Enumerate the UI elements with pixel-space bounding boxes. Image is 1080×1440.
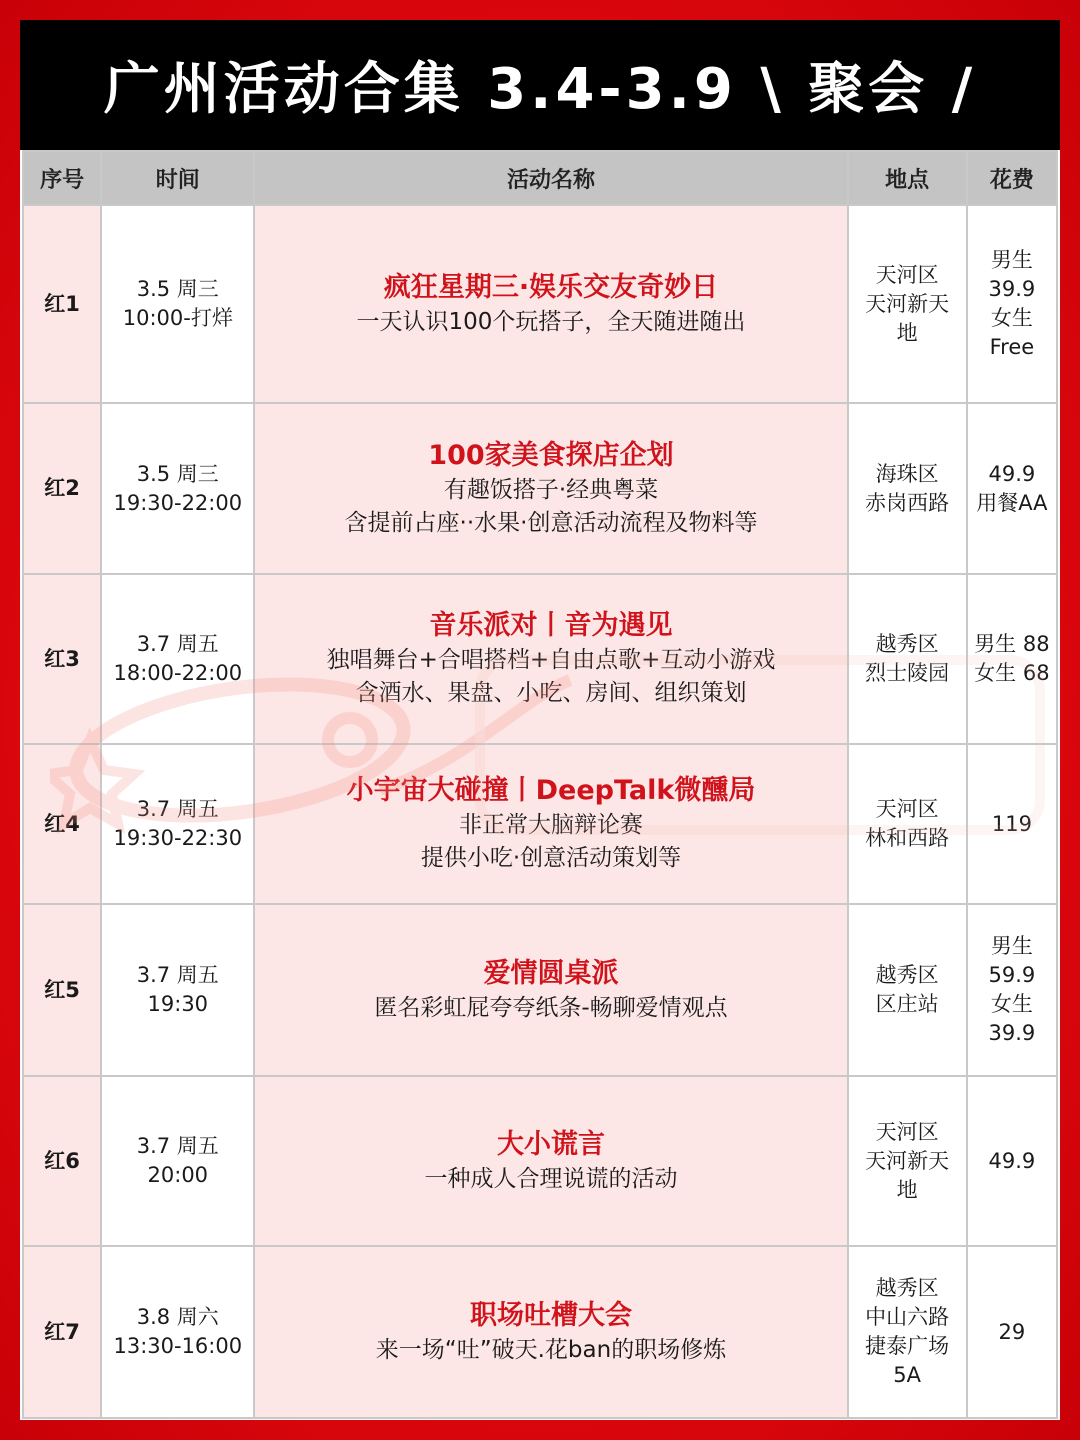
- event-description-line: 含酒水、果盘、小吃、房间、组织策划: [355, 680, 747, 706]
- place-line: 5A: [893, 1363, 922, 1387]
- page-title: 广州活动合集 3.4-3.9 \ 聚会 /: [103, 57, 977, 122]
- event-date: 3.5 周三: [136, 277, 219, 301]
- event-time: 20:00: [147, 1163, 209, 1187]
- event-title: 100家美食探店企划: [428, 439, 674, 471]
- seq-cell: [23, 744, 101, 904]
- event-date: 3.7 周五: [136, 1134, 219, 1158]
- time-cell: [101, 403, 254, 574]
- seq-label: 红1: [44, 291, 80, 316]
- seq-cell: [23, 574, 101, 744]
- seq-cell: [23, 205, 101, 403]
- event-title: 疯狂星期三·娱乐交友奇妙日: [383, 271, 719, 303]
- seq-cell: [23, 403, 101, 574]
- event-title: 爱情圆桌派: [483, 957, 619, 989]
- cost-line: 男生: [990, 248, 1033, 272]
- event-date: 3.7 周五: [136, 963, 219, 987]
- place-line: 天河新天: [865, 291, 950, 316]
- place-cell: [848, 574, 967, 744]
- cost-line: 39.9: [988, 1021, 1036, 1045]
- event-date: 3.7 周五: [136, 797, 219, 821]
- seq-label: 红2: [44, 476, 80, 500]
- table-header-row: [23, 151, 1057, 205]
- table-row: [23, 403, 1057, 574]
- table-row: [23, 904, 1057, 1076]
- event-description-line: 含提前占座··水果·创意活动流程及物料等: [344, 509, 758, 536]
- table-row: [23, 1076, 1057, 1246]
- event-name-cell: [254, 403, 847, 574]
- event-date: 3.8 周六: [136, 1305, 219, 1329]
- place-cell: [848, 1076, 967, 1246]
- event-name-cell: [254, 904, 847, 1076]
- event-name-cell: [254, 1246, 847, 1418]
- place-line: 地: [896, 320, 918, 345]
- event-table: [22, 150, 1058, 1419]
- event-time: 19:30: [147, 992, 209, 1016]
- title-bar: [20, 20, 1060, 150]
- column-header-name: 活动名称: [254, 151, 847, 205]
- cost-line: Free: [989, 335, 1035, 359]
- event-time: 19:30-22:00: [113, 490, 243, 515]
- place-cell: [848, 744, 967, 904]
- place-line: 中山六路: [865, 1305, 950, 1329]
- cost-cell: [967, 1076, 1057, 1246]
- place-line: 林和西路: [865, 826, 950, 850]
- table-row: [23, 574, 1057, 744]
- place-line: 天河区: [875, 1119, 939, 1144]
- event-title: 小宇宙大碰撞丨DeepTalk微醺局: [346, 775, 756, 806]
- place-line: 天河区: [875, 797, 939, 821]
- event-time: 19:30-22:30: [113, 826, 243, 850]
- seq-label: 红6: [44, 1148, 80, 1173]
- event-time: 18:00-22:00: [113, 661, 243, 685]
- cost-line: 女生: [990, 306, 1033, 330]
- event-name-cell: [254, 205, 847, 403]
- table-row: [23, 1246, 1057, 1418]
- column-header-time: 时间: [101, 151, 254, 205]
- column-header-cost: 花费: [967, 151, 1057, 205]
- place-line: 海珠区: [875, 461, 939, 486]
- cost-line: 29: [998, 1319, 1026, 1344]
- event-title: 大小谎言: [496, 1128, 605, 1160]
- time-cell: [101, 574, 254, 744]
- event-name-cell: [254, 744, 847, 904]
- cost-line: 用餐AA: [976, 490, 1048, 515]
- event-description-line: 一天认识100个玩搭子，全天随进随出: [356, 308, 746, 335]
- cost-line: 49.9: [988, 461, 1036, 486]
- place-line: 越秀区: [875, 1276, 939, 1300]
- seq-cell: [23, 1246, 101, 1418]
- event-time: 13:30-16:00: [113, 1334, 243, 1358]
- event-title: 音乐派对丨音为遇见: [429, 610, 673, 641]
- place-line: 赤岗西路: [865, 490, 950, 515]
- event-time: 10:00-打烊: [122, 306, 233, 330]
- time-cell: [101, 205, 254, 403]
- cost-cell: [967, 744, 1057, 904]
- place-cell: [848, 205, 967, 403]
- event-description-line: 来一场“吐”破天.花ban的职场修炼: [375, 1336, 727, 1363]
- event-title: 职场吐槽大会: [469, 1299, 632, 1331]
- cost-cell: [967, 1246, 1057, 1418]
- seq-label: 红7: [44, 1319, 80, 1344]
- event-name-cell: [254, 574, 847, 744]
- table-row: [23, 205, 1057, 403]
- poster-frame: [20, 20, 1060, 1420]
- place-line: 烈士陵园: [865, 661, 950, 685]
- seq-cell: [23, 904, 101, 1076]
- event-description-line: 一种成人合理说谎的活动: [424, 1165, 678, 1192]
- event-description-line: 匿名彩虹屁夸夸纸条-畅聊爱情观点: [374, 994, 728, 1021]
- table-row: [23, 744, 1057, 904]
- cost-cell: [967, 205, 1057, 403]
- time-cell: [101, 1076, 254, 1246]
- cost-line: 男生: [990, 934, 1033, 958]
- event-date: 3.5 周三: [136, 461, 219, 486]
- place-line: 区庄站: [875, 992, 939, 1016]
- column-header-seq: 序号: [23, 151, 101, 205]
- place-line: 地: [896, 1177, 918, 1202]
- event-description-line: 有趣饭搭子·经典粤菜: [443, 476, 659, 503]
- cost-line: 119: [991, 811, 1032, 836]
- cost-line: 39.9: [988, 277, 1036, 301]
- place-line: 越秀区: [875, 963, 939, 987]
- place-line: 天河区: [875, 262, 939, 287]
- place-line: 越秀区: [875, 632, 939, 656]
- place-line: 捷泰广场: [865, 1334, 950, 1358]
- cost-line: 59.9: [988, 963, 1036, 987]
- event-date: 3.7 周五: [136, 632, 219, 656]
- seq-cell: [23, 1076, 101, 1246]
- seq-label: 红4: [44, 811, 80, 836]
- cost-line: 男生 88: [974, 632, 1050, 656]
- seq-label: 红5: [44, 977, 80, 1002]
- cost-cell: [967, 904, 1057, 1076]
- event-table-container: [20, 150, 1060, 1420]
- event-description-line: 独唱舞台+合唱搭档+自由点歌+互动小游戏: [326, 647, 776, 673]
- time-cell: [101, 1246, 254, 1418]
- time-cell: [101, 744, 254, 904]
- event-description-line: 提供小吃·创意活动策划等: [420, 845, 682, 871]
- seq-label: 红3: [44, 646, 80, 671]
- cost-cell: [967, 574, 1057, 744]
- place-cell: [848, 904, 967, 1076]
- column-header-place: 地点: [848, 151, 967, 205]
- cost-line: 女生: [990, 992, 1033, 1016]
- cost-line: 49.9: [988, 1148, 1036, 1173]
- event-description-line: 非正常大脑辩论赛: [458, 812, 643, 838]
- cost-line: 女生 68: [974, 661, 1050, 685]
- cost-cell: [967, 403, 1057, 574]
- place-cell: [848, 403, 967, 574]
- place-cell: [848, 1246, 967, 1418]
- time-cell: [101, 904, 254, 1076]
- place-line: 天河新天: [865, 1148, 950, 1173]
- event-name-cell: [254, 1076, 847, 1246]
